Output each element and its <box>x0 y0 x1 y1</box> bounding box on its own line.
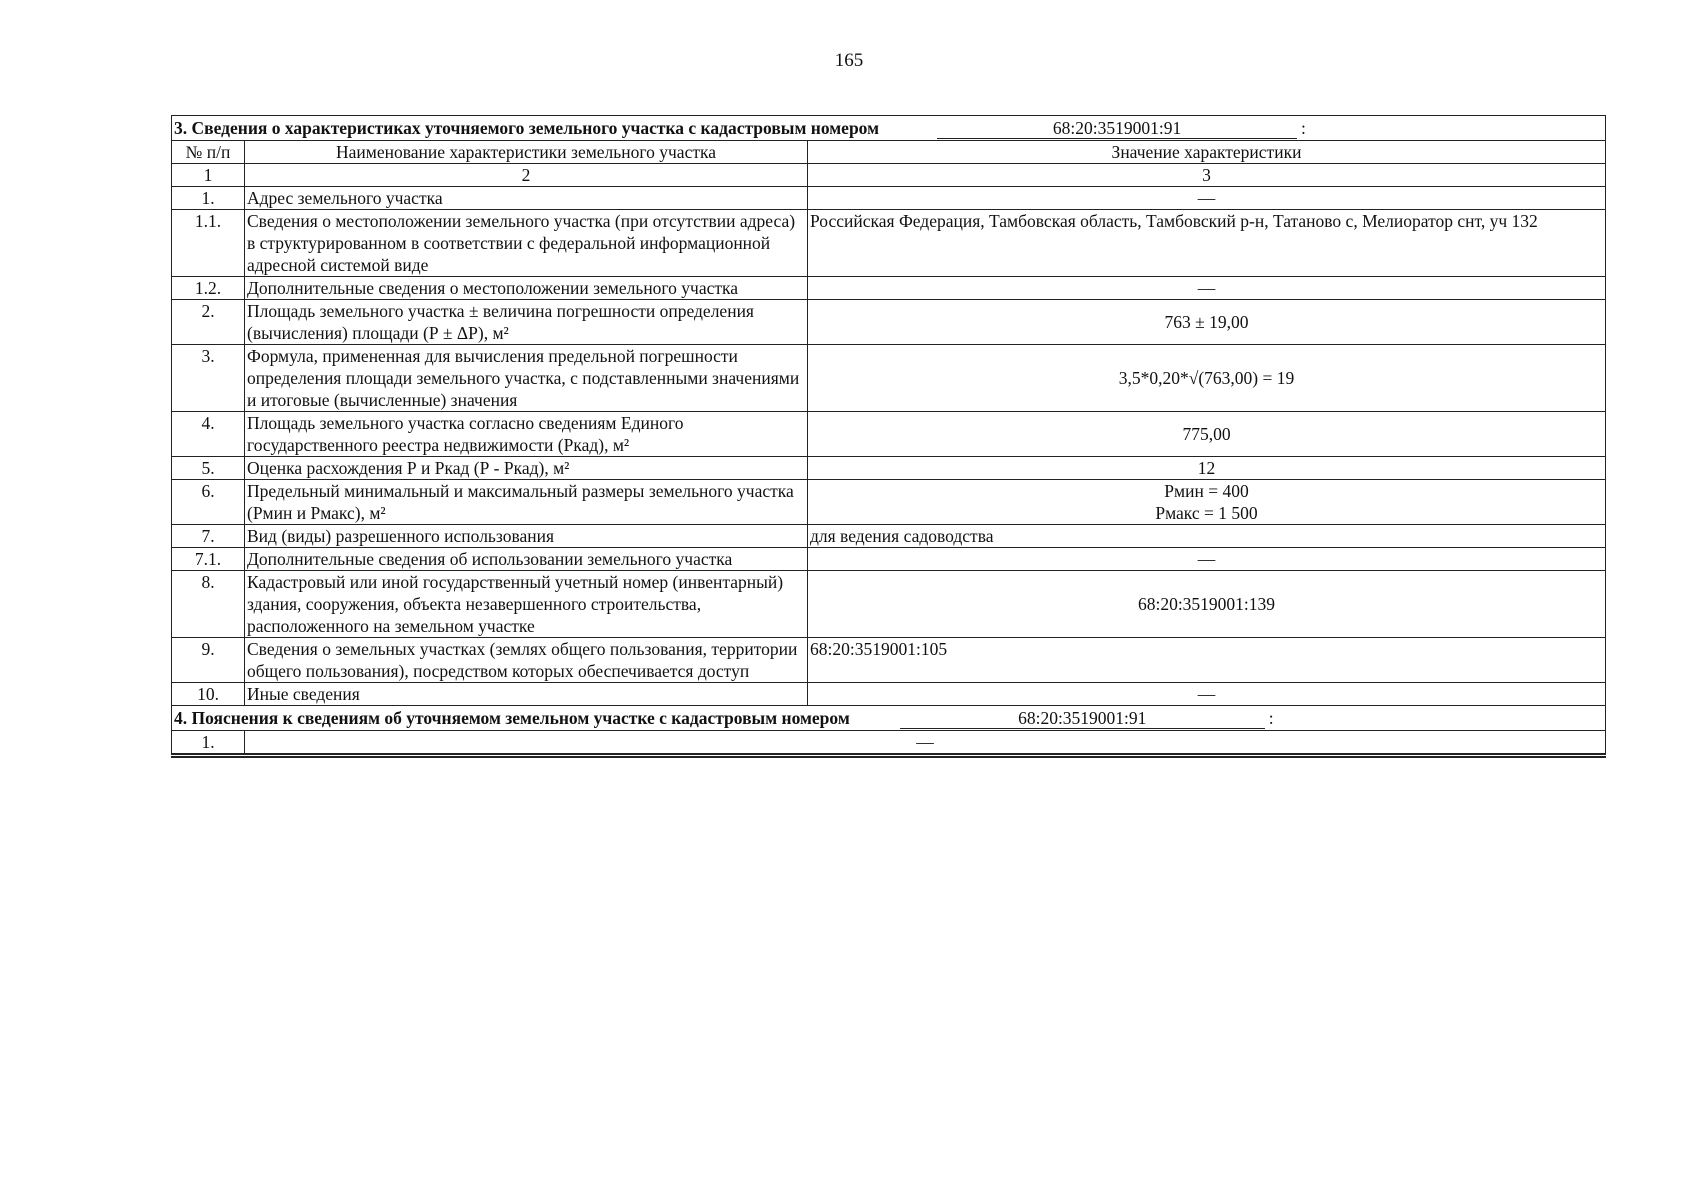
row-number: 5. <box>172 457 245 480</box>
page-number: 165 <box>834 50 864 71</box>
row-number: 2. <box>172 300 245 345</box>
row-number: 6. <box>172 480 245 525</box>
row-name: Сведения о местоположении земельного участка (при отсутствии адреса) в структурированном в соответствии с федеральной информационной адресной системой виде <box>245 210 808 277</box>
row-name: Вид (виды) разрешенного использования <box>245 525 808 548</box>
row-number: 1.2. <box>172 277 245 300</box>
row-name: Сведения о земельных участках (землях общего пользования, территории общего пользования), посредством которых обеспечивается доступ <box>245 638 808 683</box>
row-number: 1. <box>172 731 245 756</box>
row-value: — <box>808 187 1606 210</box>
section-4-title: 4. Пояснения к сведениям об уточняемом земельном участке с кадастровым номером 68:20:3519001:91 : <box>172 706 1606 731</box>
table-row <box>172 525 1606 548</box>
table-row <box>172 187 1606 210</box>
table-row <box>172 412 1606 457</box>
table-row <box>172 210 1606 277</box>
row-number: 1.1. <box>172 210 245 277</box>
column-header-number: № п/п <box>172 141 245 164</box>
column-header-row <box>172 141 1606 164</box>
row-number: 1. <box>172 187 245 210</box>
section-3-header-row <box>172 116 1606 141</box>
column-header-value: Значение характеристики <box>808 141 1606 164</box>
column-number-2: 2 <box>245 164 808 187</box>
column-number-row <box>172 164 1606 187</box>
row-name: Площадь земельного участка согласно сведениям Единого государственного реестра недвижимости (Ркад), м² <box>245 412 808 457</box>
row-name: Иные сведения <box>245 683 808 706</box>
column-number-3: 3 <box>808 164 1606 187</box>
row-value: 68:20:3519001:105 <box>808 638 1606 683</box>
section-3-cadastral-number: 68:20:3519001:91 <box>937 118 1297 139</box>
row-value <box>808 480 1606 525</box>
row-value: 775,00 <box>808 412 1606 457</box>
section-4-row <box>172 731 1606 756</box>
section-4-colon: : <box>1268 708 1274 728</box>
row-number: 7.1. <box>172 548 245 571</box>
table-row <box>172 480 1606 525</box>
table-row <box>172 345 1606 412</box>
row-name: Формула, примененная для вычисления предельной погрешности определения площади земельного участка, с подставленными значениями и итоговые (вычисленные) значения <box>245 345 808 412</box>
row-value: 763 ± 19,00 <box>808 300 1606 345</box>
table-row <box>172 638 1606 683</box>
row-value: — <box>808 548 1606 571</box>
section-3-title: 3. Сведения о характеристиках уточняемого земельного участка с кадастровым номером 68:20:3519001:91 : <box>172 116 1606 141</box>
row-name: Дополнительные сведения об использовании земельного участка <box>245 548 808 571</box>
row-value: 12 <box>808 457 1606 480</box>
section-4-cadastral-number: 68:20:3519001:91 <box>900 708 1265 729</box>
row-value-max: Рмакс = 1 500 <box>1155 503 1258 523</box>
row-value: 68:20:3519001:139 <box>808 571 1606 638</box>
row-value: — <box>808 277 1606 300</box>
section-4-header-row <box>172 706 1606 731</box>
column-header-name: Наименование характеристики земельного участка <box>245 141 808 164</box>
row-value-min: Рмин = 400 <box>1164 481 1249 501</box>
row-value: — <box>245 731 1606 756</box>
table-row <box>172 571 1606 638</box>
row-value: — <box>808 683 1606 706</box>
table-row <box>172 548 1606 571</box>
table-row <box>172 683 1606 706</box>
row-value: 3,5*0,20*√(763,00) = 19 <box>808 345 1606 412</box>
row-value: Российская Федерация, Тамбовская область, Тамбовский р-н, Татаново с, Мелиоратор снт, уч 132 <box>808 210 1606 277</box>
row-value: для ведения садоводства <box>808 525 1606 548</box>
row-number: 4. <box>172 412 245 457</box>
row-name: Оценка расхождения Р и Ркад (Р - Ркад), м² <box>245 457 808 480</box>
row-name: Дополнительные сведения о местоположении земельного участка <box>245 277 808 300</box>
row-name: Кадастровый или иной государственный учетный номер (инвентарный) здания, сооружения, объекта незавершенного строительства, расположенного на земельном участке <box>245 571 808 638</box>
section-3-colon: : <box>1301 118 1306 138</box>
row-name: Площадь земельного участка ± величина погрешности определения (вычисления) площади (Р ± ΔР), м² <box>245 300 808 345</box>
row-number: 7. <box>172 525 245 548</box>
row-number: 9. <box>172 638 245 683</box>
table-row <box>172 300 1606 345</box>
row-name: Адрес земельного участка <box>245 187 808 210</box>
table-row <box>172 277 1606 300</box>
row-name: Предельный минимальный и максимальный размеры земельного участка (Рмин и Рмакс), м² <box>245 480 808 525</box>
cadastral-characteristics-table <box>171 115 1606 758</box>
row-number: 8. <box>172 571 245 638</box>
table-row <box>172 457 1606 480</box>
row-number: 3. <box>172 345 245 412</box>
column-number-1: 1 <box>172 164 245 187</box>
row-number: 10. <box>172 683 245 706</box>
